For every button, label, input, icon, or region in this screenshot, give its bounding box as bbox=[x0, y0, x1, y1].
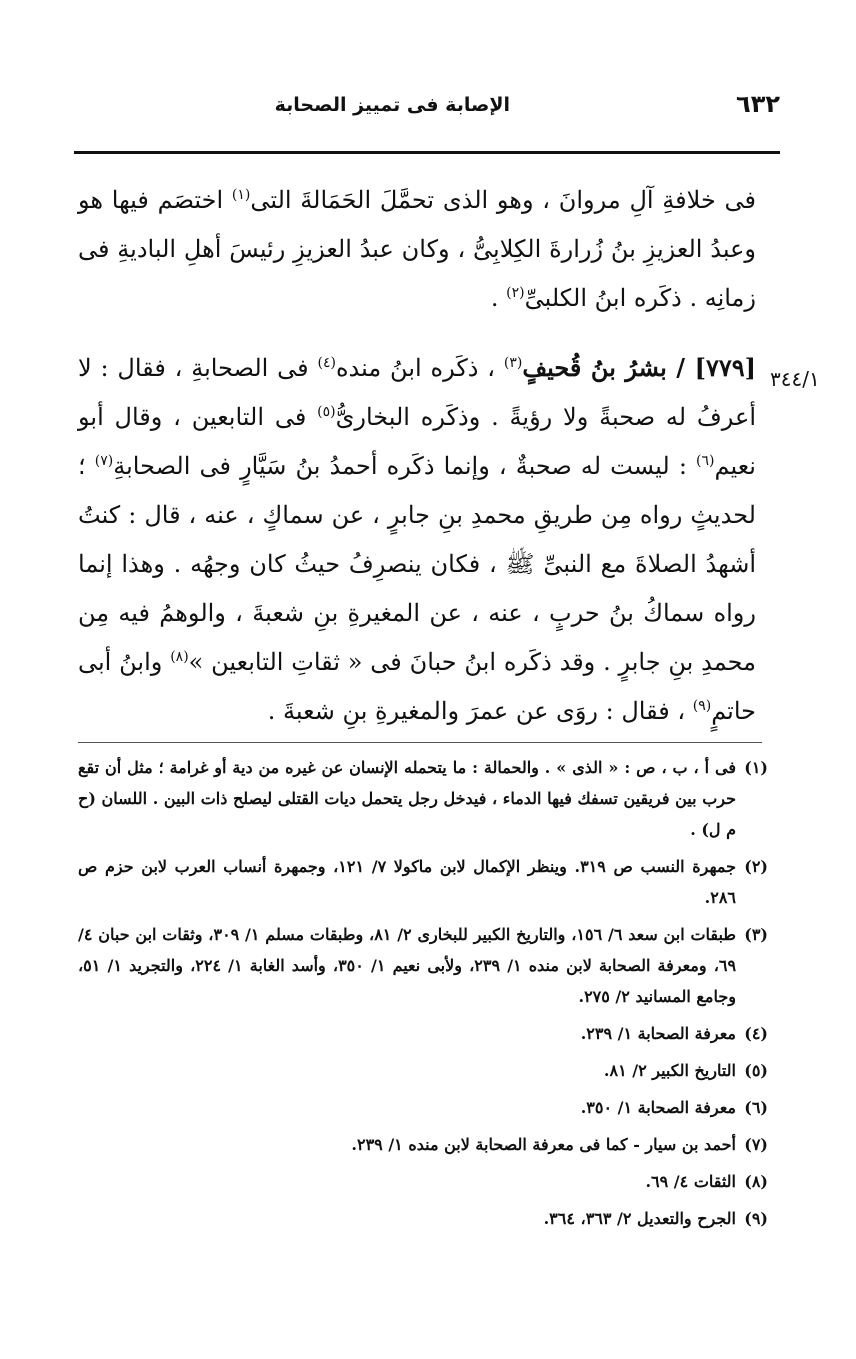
footnote bbox=[78, 919, 768, 1012]
footnote-number: (٣) bbox=[744, 925, 768, 944]
footnote-marker-5: (٥) bbox=[317, 404, 336, 420]
footnote-text: طبقات ابن سعد ٦/ ١٥٦، والتاريخ الكبير للبخارى ٢/ ٨١، وطبقات مسلم ١/ ٣٠٩، وثقات ابن حبان ٤/ ٦٩، ومعرفة الصحابة لابن منده ١/ ٢٣٩، ولأبى نعيم ١/ ٣٥٠، وأسد الغابة ١/ ٢٢٤، والتجريد ١/ ٥١، وجامع المسانيد ٢/ ٢٧٥. bbox=[78, 925, 737, 1006]
running-title: الإصابة فى تمييز الصحابة bbox=[274, 94, 510, 116]
paragraph-2-text-f: وابنُ أبى حاتمٍ bbox=[78, 648, 756, 725]
margin-reference: ٣٤٤/١ bbox=[770, 367, 820, 391]
paragraph-1-text-a: فى خلافةِ آلِ مروانَ ، وهو الذى تحمَّلَ الحَمَالةَ التى bbox=[250, 186, 757, 214]
footnote-marker-6: (٦) bbox=[696, 453, 715, 469]
paragraph-2-text-a: ، ذكَره ابنُ منده bbox=[335, 354, 504, 382]
footnote-marker-3: (٣) bbox=[503, 355, 523, 371]
paragraph-2-text-e: ؛ لحديثٍ رواه مِن طريقِ محمدِ بنِ جابرٍ ، عن سماكٍ ، عنه ، قال : كنتُ أشهدُ الصلاةَ مع النبىِّ ﷺ ، فكان ينصرِفُ حيثُ كان وجهُه . وهذا إنما رواه سماكُ بنُ حربٍ ، عنه ، عن المغيرةِ بنِ شعبةَ ، والوهمُ فيه مِن محمدِ بنِ جابرٍ . وقد ذكَره ابنُ حبانَ فى « ثقاتِ التابعين » bbox=[78, 452, 756, 676]
paragraph-1-text-c: . bbox=[490, 284, 507, 312]
footnote-text: الثقات ٤/ ٦٩. bbox=[645, 1172, 736, 1191]
footnote-text: أحمد بن سيار - كما فى معرفة الصحابة لابن منده ١/ ٢٣٩. bbox=[351, 1135, 736, 1154]
footnote-number: (٦) bbox=[744, 1098, 768, 1117]
main-text bbox=[78, 176, 756, 736]
footnote-marker-1: (١) bbox=[231, 187, 251, 203]
paragraph-2-text-g: ، فقال : روَى عن عمرَ والمغيرةِ بنِ شعبةَ . bbox=[267, 697, 693, 725]
footnote bbox=[78, 1203, 768, 1234]
footnote bbox=[78, 1129, 768, 1160]
paragraph-2-text-c: فى التابعين ، وقال أبو نعيم bbox=[78, 403, 756, 480]
entry-heading: [٧٧٩] / بشرُ بنُ قُحيفٍ bbox=[522, 353, 757, 382]
footnote-text: جمهرة النسب ص ٣١٩. وينظر الإكمال لابن ماكولا ٧/ ١٢١، وجمهرة أنساب العرب لابن حزم ص ٢٨٦. bbox=[78, 857, 737, 907]
footnote-number: (٨) bbox=[744, 1172, 768, 1191]
footnote-number: (١) bbox=[744, 758, 768, 777]
paragraph-1-text-b: اختصَم فيها هو وعبدُ العزيزِ بنُ زُرارةَ الكِلابِىُّ ، وكان عبدُ العزيزِ رئيسَ أهلِ الباديةِ فى زمانِه . ذكَره ابنُ الكلبىِّ bbox=[78, 186, 756, 312]
paragraph-1 bbox=[78, 176, 756, 323]
footnote bbox=[78, 1055, 768, 1086]
footnote-marker-2: (٢) bbox=[506, 285, 525, 301]
footnote bbox=[78, 1018, 768, 1049]
footnotes bbox=[78, 752, 768, 1240]
footnote-number: (٤) bbox=[744, 1024, 768, 1043]
footnote bbox=[78, 752, 768, 845]
footnote-marker-7: (٧) bbox=[94, 453, 114, 469]
footnote-number: (٩) bbox=[744, 1209, 768, 1228]
footnote-number: (٥) bbox=[744, 1061, 768, 1080]
footnote-text: الجرح والتعديل ٢/ ٣٦٣، ٣٦٤. bbox=[543, 1209, 736, 1228]
footnote-marker-9: (٩) bbox=[692, 698, 712, 714]
footnote-number: (٢) bbox=[744, 857, 768, 876]
footnote-marker-4: (٤) bbox=[317, 355, 336, 371]
page-header bbox=[74, 90, 780, 130]
paragraph-2-text-d: : ليست له صحبةٌ ، وإنما ذكَره أحمدُ بنُ سَيَّارٍ فى الصحابةِ bbox=[113, 452, 697, 480]
footnote-divider bbox=[78, 742, 762, 743]
footnote-text: فى أ ، ب ، ص : « الذى » . والحمالة : ما يتحمله الإنسان عن غيره من دية أو غرامة ؛ مثل أن تقع حرب بين فريقين تسفك فيها الدماء ، فيدخل رجل يتحمل ديات القتلى ليصلح ذات البين . اللسان (ح م ل) . bbox=[78, 758, 736, 839]
page-number: ٦٣٢ bbox=[736, 90, 780, 118]
footnote-marker-8: (٨) bbox=[170, 649, 189, 665]
footnote-number: (٧) bbox=[744, 1135, 768, 1154]
header-divider bbox=[74, 151, 780, 154]
footnote bbox=[78, 851, 768, 913]
footnote-text: معرفة الصحابة ١/ ٣٥٠. bbox=[580, 1098, 736, 1117]
footnote bbox=[78, 1092, 768, 1123]
footnote-text: معرفة الصحابة ١/ ٢٣٩. bbox=[580, 1024, 736, 1043]
paragraph-2-text-b: فى الصحابةِ ، فقال : لا أعرفُ له صحبةً ولا رؤيةً . وذكَره البخارىُّ bbox=[78, 354, 756, 431]
paragraph-2 bbox=[78, 343, 756, 736]
footnote bbox=[78, 1166, 768, 1197]
footnote-text: التاريخ الكبير ٢/ ٨١. bbox=[603, 1061, 736, 1080]
